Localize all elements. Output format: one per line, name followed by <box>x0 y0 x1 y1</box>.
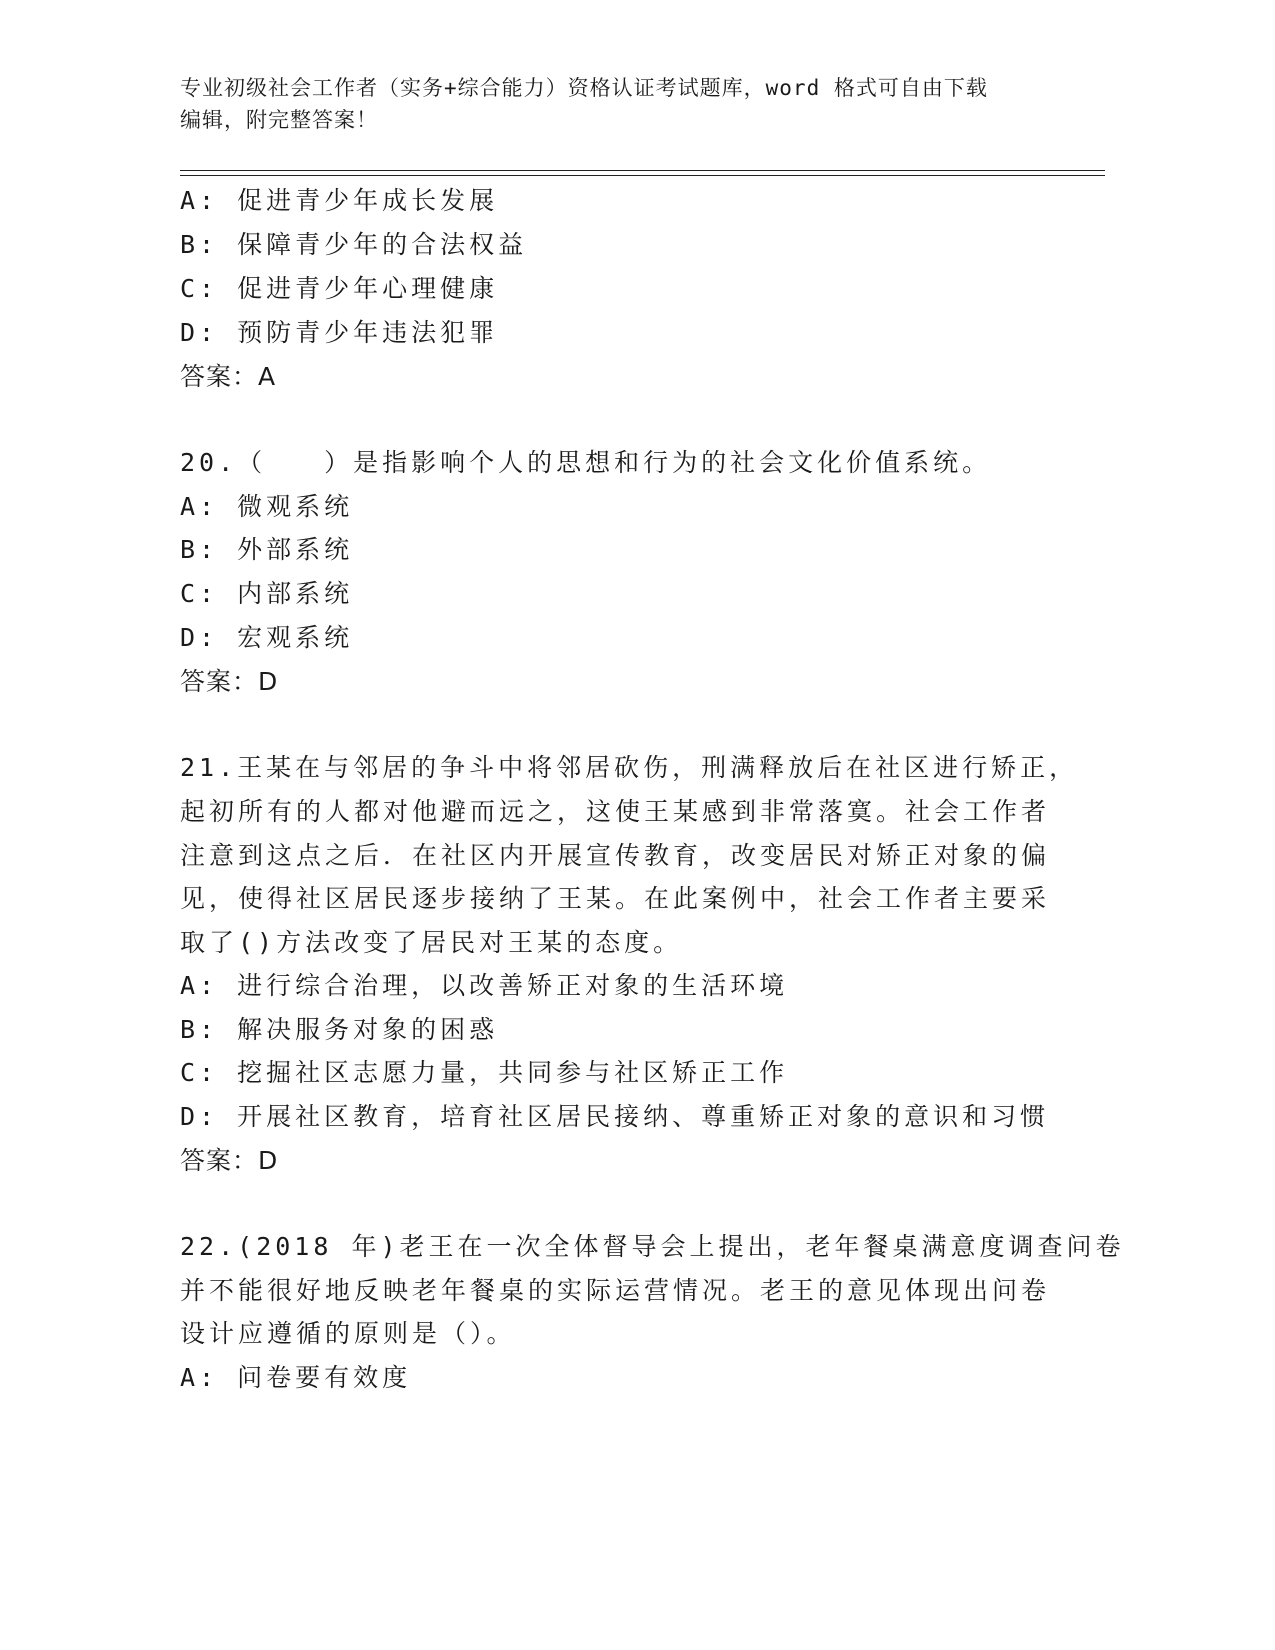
document-header <box>180 72 1050 136</box>
q22-stem-line-3: 设计应遵循的原则是（）。 <box>180 1319 516 1348</box>
header-line-1: 专业初级社会工作者（实务+综合能力）资格认证考试题库，word 格式可自由下载 <box>180 76 988 100</box>
q21-stem-line-4: 见，使得社区居民逐步接纳了王某。在此案例中，社会工作者主要采 <box>180 884 1051 913</box>
q21-stem-line-5: 取了()方法改变了居民对王某的态度。 <box>180 928 683 957</box>
q22-stem-line-2: 并不能很好地反映老年餐桌的实际运营情况。老王的意见体现出问卷 <box>180 1276 1051 1305</box>
q19-option-c: C: 促进青少年心理健康 <box>180 274 499 303</box>
q20-answer: 答案：D <box>180 667 279 696</box>
q20-option-c: C: 内部系统 <box>180 579 354 608</box>
q22-option-a: A: 问卷要有效度 <box>180 1363 412 1392</box>
q21-stem-line-2: 起初所有的人都对他避而远之，这使王某感到非常落寞。社会工作者 <box>180 797 1051 826</box>
q21-option-b: B: 解决服务对象的困惑 <box>180 1015 499 1044</box>
q20-option-b: B: 外部系统 <box>180 535 354 564</box>
q20-option-a: A: 微观系统 <box>180 492 354 521</box>
q20-stem: 20.（ ）是指影响个人的思想和行为的社会文化价值系统。 <box>180 448 992 477</box>
q21-option-c: C: 挖掘社区志愿力量，共同参与社区矫正工作 <box>180 1058 789 1087</box>
q21-stem-line-3: 注意到这点之后．在社区内开展宣传教育，改变居民对矫正对象的偏 <box>180 841 1051 870</box>
q19-answer: 答案：A <box>180 362 277 391</box>
q21-stem-line-1: 21.王某在与邻居的争斗中将邻居砍伤，刑满释放后在社区进行矫正， <box>180 753 1079 782</box>
header-rule-top <box>180 170 1105 171</box>
q19-option-a: A: 促进青少年成长发展 <box>180 186 499 215</box>
q22-stem-line-1: 22.(2018 年)老王在一次全体督导会上提出，老年餐桌满意度调查问卷 <box>180 1232 1125 1261</box>
q21-option-a: A: 进行综合治理，以改善矫正对象的生活环境 <box>180 971 789 1000</box>
header-line-2: 编辑，附完整答案！ <box>180 108 378 132</box>
q19-option-b: B: 保障青少年的合法权益 <box>180 230 528 259</box>
q21-answer: 答案：D <box>180 1146 279 1175</box>
q21-option-d: D: 开展社区教育，培育社区居民接纳、尊重矫正对象的意识和习惯 <box>180 1102 1050 1131</box>
q20-option-d: D: 宏观系统 <box>180 623 354 652</box>
q19-option-d: D: 预防青少年违法犯罪 <box>180 318 499 347</box>
header-rule-bottom <box>180 175 1105 176</box>
